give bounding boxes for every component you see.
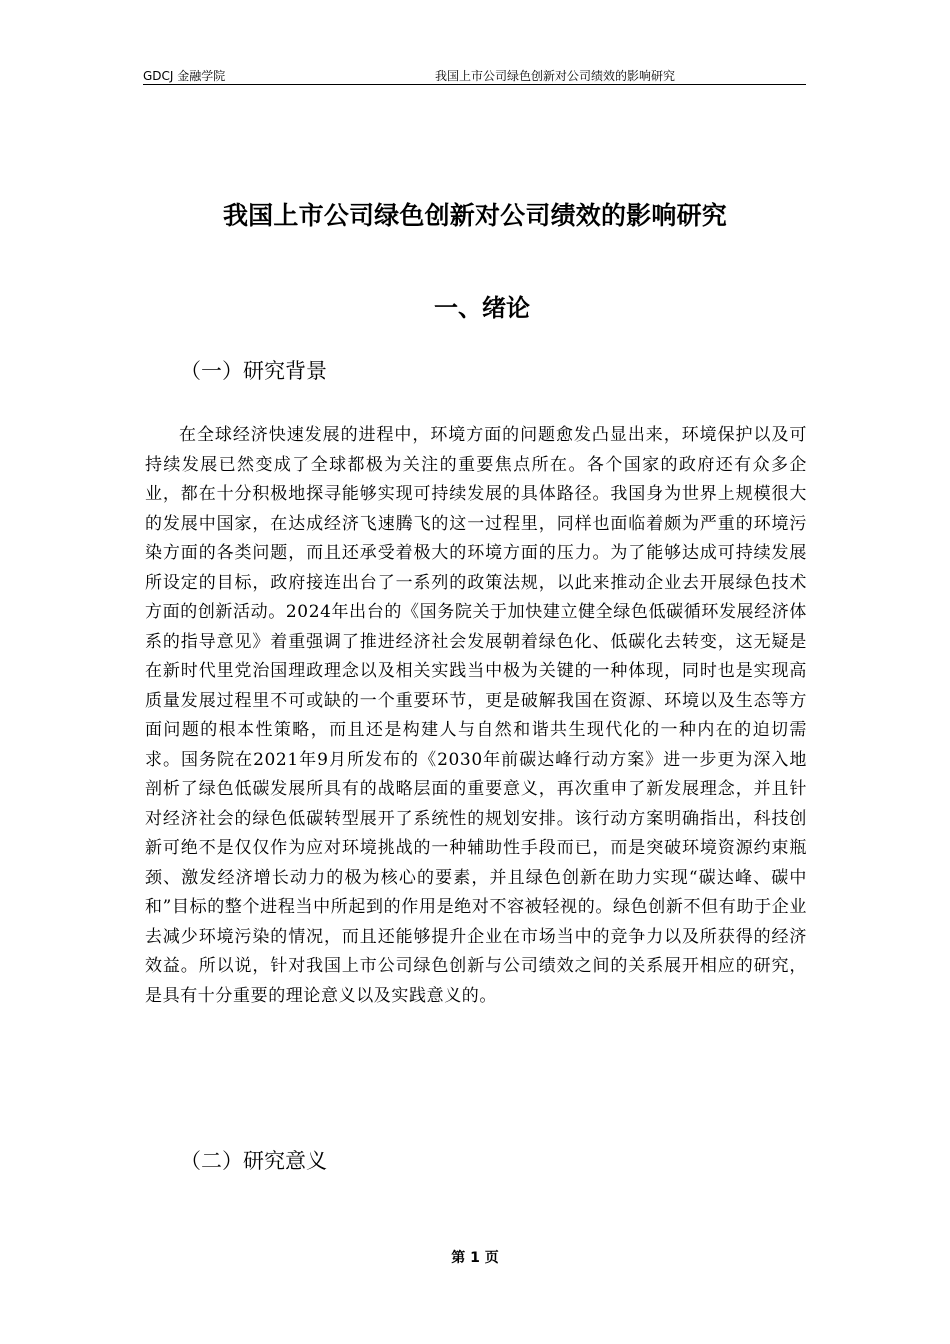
body-paragraph: 在全球经济快速发展的进程中，环境方面的问题愈发凸显出来，环境保护以及可持续发展已然变成了全球都极为关注的重要焦点所在。各个国家的政府还有众多企业，都在十分积极地探寻能够实现可持续发展的具体路径。我国身为世界上规模很大的发展中国家，在达成经济飞速腾飞的这一过程里，同样也面临着颇为严重的环境污染方面的各类问题，而且还承受着极大的环境方面的压力。为了能够达成可持续发展所设定的目标，政府接连出台了一系列的政策法规，以此来推动企业去开展绿色技术方面的创新活动。2024年出台的《国务院关于加快建立健全绿色低碳循环发展经济体系的指导意见》着重强调了推进经济社会发展朝着绿色化、低碳化去转变，这无疑是在新时代里党治国理政理念以及相关实践当中极为关键的一种体现，同时也是实现高质量发展过程里不可或缺的一个重要环节，更是破解我国在资源、环境以及生态等方面问题的根本性策略，而且还是构建人与自然和谐共生现代化的一种内在的迫切需求。国务院在2021年9月所发布的《2030年前碳达峰行动方案》进一步更为深入地剖析了绿色低碳发展所具有的战略层面的重要意义，再次重申了新发展理念，并且针对经济社会的绿色低碳转型展开了系统性的规划安排。该行动方案明确指出，科技创新可绝不是仅仅作为应对环境挑战的一种辅助性手段而已，而是突破环境资源约束瓶颈、激发经济增长动力的极为核心的要素，并且绿色创新在助力实现“碳达峰、碳中和”目标的整个进程当中所起到的作用是绝对不容被轻视的。绿色创新不但有助于企业去减少环境污染的情况，而且还能够提升企业在市场当中的竞争力以及所获得的经济效益。所以说，针对我国上市公司绿色创新与公司绩效之间的关系展开相应的研究，是具有十分重要的理论意义以及实践意义的。 bbox=[145, 425, 807, 1006]
header-paper-title: 我国上市公司绿色创新对公司绩效的影响研究 bbox=[435, 69, 676, 83]
running-header bbox=[143, 68, 806, 85]
section-heading-background: （一）研究背景 bbox=[180, 359, 327, 383]
document-title: 我国上市公司绿色创新对公司绩效的影响研究 bbox=[222, 201, 727, 230]
page-number: 第 1 页 bbox=[451, 1250, 499, 1266]
section-heading-significance: （二）研究意义 bbox=[180, 1149, 327, 1173]
header-institution: GDCJ 金融学院 bbox=[143, 69, 226, 83]
chapter-heading: 一、绪论 bbox=[434, 294, 530, 322]
